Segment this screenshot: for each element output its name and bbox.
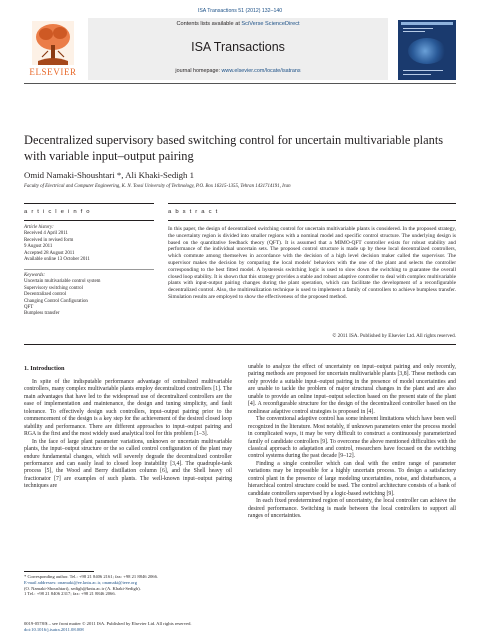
journal-cover-image[interactable] xyxy=(398,20,456,80)
sciverse-link[interactable]: SciVerse ScienceDirect xyxy=(241,21,300,27)
cover-text-line xyxy=(403,70,443,71)
keywords-label: Keywords: xyxy=(24,273,46,278)
cover-banner xyxy=(401,22,453,25)
body-paragraph: Finding a single controller which can deal with the entire range of parameter variations may be impossible for a highly uncertain process. To design a satisfactory control plant in the presence of large modeling uncertainties, noise, and disturbances, a hierarchical control structure could be used. The control architecture consists of a bank of candidate controllers supervised by a logic-based switching [9]. xyxy=(248,460,456,497)
abstract-heading: a b s t r a c t xyxy=(168,209,219,215)
footnote-corresponding: * Corresponding author. Tel.: +98 21 8406 2161; fax: +98 21 8846 2066. xyxy=(24,574,159,579)
footnote-second-author: 1 Tel.: +98 21 8406 2317; fax: +98 21 8846 2066. xyxy=(24,591,116,597)
homepage-line xyxy=(88,68,388,74)
body-paragraph: In each fixed predetermined region of uncertainty, the local controller can achieve the desired performance. Switching is made between the local controllers to support all ranges of uncertainties. xyxy=(248,498,456,520)
info-top-rule xyxy=(24,203,154,204)
elsevier-tree-icon xyxy=(32,21,74,65)
history-item: Accepted 28 August 2011 xyxy=(24,250,75,256)
body-paragraph: The conventional adaptive control has some inherent limitations which have been well recognized in the literature. Most notably, if unknown parameters enter the process model in complicated ways, it may be very difficult to construct a continuously parameterized family of candidate controllers [9]. To overcome the above mentioned difficulties with the classical approach to adaptation and control, researchers have focused on the switching control systems during the past decade [9–12]. xyxy=(248,416,456,460)
history-item: Available online 13 October 2011 xyxy=(24,257,91,263)
article-info-heading: a r t i c l e i n f o xyxy=(24,209,91,215)
doi-link[interactable]: doi:10.1016/j.isatra.2011.08.008 xyxy=(24,626,84,632)
abstract-mid-rule xyxy=(168,220,456,221)
keyword-item: Changing Control Configuration xyxy=(24,298,88,304)
footnote-email[interactable]: E-mail addresses: onamaki@ee.kntu.ac.ir, onamaki@ieee.org xyxy=(24,579,138,585)
body-paragraph: In the face of large plant parameter variations, unknown or uncertain multivariable plants, the input–output structure or the so called control configuration of the plant may endure fundamental changes, which will severely degrade the decentralized controller performance and can easily lead to closed loop instability [3,4]. The quadruple-tank process [5], the Wood and Berry distillation column [6], and the Shell heavy oil fractionator [7] are examples of such plants. The well-known input–output pairing techniques are xyxy=(24,438,232,490)
keywords xyxy=(24,273,154,318)
history-item: Received in revised form xyxy=(24,237,74,243)
header-center-panel xyxy=(88,18,388,80)
article-title: Decentralized supervisory based switching control for uncertain multivariable plants with variable input–output pairing xyxy=(24,133,444,163)
body-paragraph-continued: unable to analyze the effect of uncertainty on input–output pairing and only recently, pairing methods are proposed for uncertain multivariable plants [3,8]. These methods can only provide a suitable input–output pairing in the presence of model uncertainties and are unable to tackle the problem of major structural changes in the plant and are also unable to provide an online input–output selection based on the present state of the plant [4]. A reconfigurable structure for the design of the decentralized controller based on the nonlinear adaptive control strategies is proposed in [4]. xyxy=(248,364,456,415)
front-matter-reference xyxy=(24,621,324,633)
contents-line xyxy=(88,21,388,27)
history-label: Article history: xyxy=(24,225,54,230)
section-heading-introduction: 1. Introduction xyxy=(24,365,65,372)
keyword-item: Bumpless transfer xyxy=(24,311,60,317)
article-history xyxy=(24,225,154,263)
history-item: 9 August 2011 xyxy=(24,244,53,250)
info-mid-rule xyxy=(24,220,154,221)
elsevier-wordmark: ELSEVIER xyxy=(29,67,77,77)
cover-text-line xyxy=(403,28,433,29)
keyword-item: Decentralized control xyxy=(24,292,67,298)
body-column-right xyxy=(248,364,456,521)
abstract-copyright: © 2011 ISA. Published by Elsevier Ltd. All rights reserved. xyxy=(332,333,456,339)
front-matter-copyright: 0019-0578/$ – see front matter © 2011 ISA. Published by Elsevier Ltd. All rights reserved. xyxy=(24,621,192,626)
keyword-item: QFT xyxy=(24,305,34,311)
elsevier-logo[interactable] xyxy=(24,21,82,79)
cover-graphic xyxy=(408,38,446,64)
keyword-item: Uncertain multivariable control system xyxy=(24,279,101,285)
journal-header xyxy=(24,18,456,84)
keyword-item: Supervisory switching control xyxy=(24,285,83,291)
journal-title[interactable]: ISA Transactions xyxy=(191,40,285,54)
abstract-text: In this paper, the design of decentralized switching control for uncertain multivariable plants is considered. In the proposed strategy, the uncertainty region is divided into smaller regions with a nominal model and specific control structure. The underlying design is based on the quantitative feedback theory (QFT). It is assumed that a MIMO-QFT controller exists for robust stability and performance of the individual uncertain sets. The proposed control structure is made up by these local decentralized controllers, which commute among themselves in accordance with the decision of a high level decision maker called the supervisor. The supervisor makes the decision by comparing the local models' behaviors with the one of the plant and selects the controller corresponding to the best fitted model. A hysteresis switching logic is used to slow down the switching to guarantee the overall closed loop stability. It is shown that this strategy provides a stable and robust adaptive controller to deal with complex multivariable plants with input-output pairing changes during the plant operation, which can facilitate the development of a reconfigurable decentralized control. Also, the multirealization technique is used to implement a family of controllers to achieve bumpless transfer. Simulation results are employed to show the effectiveness of the proposed method. xyxy=(168,226,456,300)
body-column-left xyxy=(24,379,232,491)
footnotes xyxy=(24,574,232,597)
cover-text-line xyxy=(403,74,431,75)
journal-reference: ISA Transactions 51 (2012) 132–140 xyxy=(197,8,283,14)
body-paragraph: In spite of the indisputable performance advantage of centralized multivariable controllers, many complex multivariable plants employ decentralized controllers [1]. The main advantages that have led to the widespread use of decentralized controllers are the ease of implementation and maintenance, the design and tuning simplicity, and fault tolerance. To effectively design such controllers, input–output pairing prior to the commencement of the design is a key step for the achievement of the desired closed loop stability and performance. There are different approaches to input–output pairing and RGA is the first and the most widely used analytical tool for this problem [1–3]. xyxy=(24,379,232,438)
info-divider xyxy=(24,269,154,270)
history-item: Received 4 April 2011 xyxy=(24,231,68,237)
abstract-top-rule xyxy=(168,203,456,204)
author-list[interactable]: Omid Namaki-Shoushtari *, Ali Khaki-Sedigh 1 xyxy=(24,170,195,180)
cover-text-line xyxy=(403,31,425,32)
contents-prefix: Contents lists available at xyxy=(176,21,242,27)
homepage-link[interactable]: www.elsevier.com/locate/isatrans xyxy=(221,68,301,74)
footnote-email-names: (O. Namaki-Shoushtari), sedigh@kntu.ac.ir (A. Khaki-Sedigh). xyxy=(24,585,141,591)
homepage-prefix: journal homepage: xyxy=(175,68,222,74)
abstract-bottom-rule xyxy=(24,344,456,345)
author-affiliation: Faculty of Electrical and Computer Engineering, K. N. Toosi University of Technology, P.O. Box 16315-1355, Tehran 1431714191, Iran xyxy=(24,184,291,189)
footnote-rule xyxy=(24,571,94,572)
